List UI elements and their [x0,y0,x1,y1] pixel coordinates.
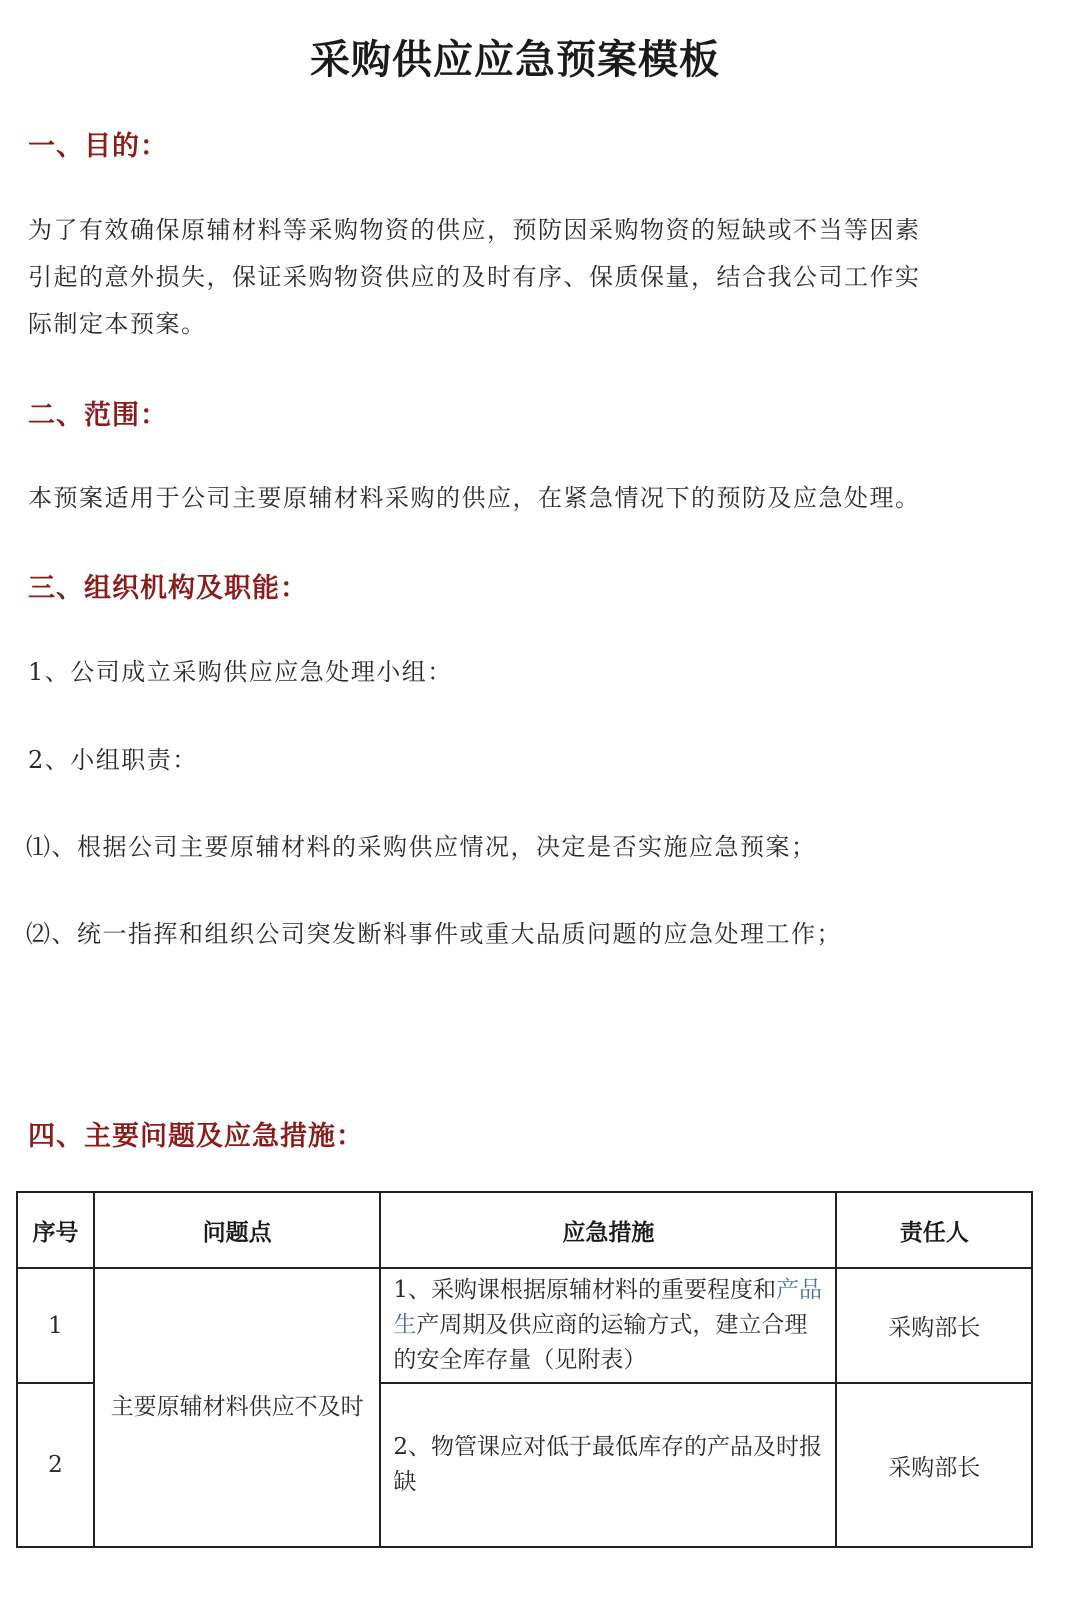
header-no: 序号 [17,1192,94,1268]
table-header-row [17,1192,1032,1268]
measures-table [16,1191,1033,1548]
row-2-owner: 采购部长 [836,1383,1032,1547]
row-1-owner: 采购部长 [836,1268,1032,1383]
table-row [17,1268,1032,1383]
section1-line-2: 引起的意外损失，保证采购物资供应的及时有序、保质保量，结合我公司工作实 [28,263,921,291]
section1-heading: 一、目的： [28,131,168,162]
row-2-measure: 2、物管课应对低于最低库存的产品及时报缺 [380,1383,836,1547]
section1-line-1: 为了有效确保原辅材料等采购物资的供应，预防因采购物资的短缺或不当等因素 [28,216,921,244]
row-1-no: 1 [17,1268,94,1383]
issue-cell: 主要原辅材料供应不及时 [94,1268,380,1547]
row-2-no: 2 [17,1383,94,1547]
section3-sub-1: ⑴、根据公司主要原辅材料的采购供应情况，决定是否实施应急预案； [26,833,817,861]
section4-heading: 四、主要问题及应急措施： [28,1121,364,1152]
section2-paragraph: 本预案适用于公司主要原辅材料采购的供应，在紧急情况下的预防及应急处理。 [28,484,921,512]
section3-item-1: 1、公司成立采购供应应急处理小组： [28,658,453,686]
section3-item-2: 2、小组职责： [28,746,198,774]
section2-heading: 二、范围： [28,400,168,431]
header-owner: 责任人 [836,1192,1032,1268]
document-title: 采购供应应急预案模板 [310,37,720,83]
row-1-measure-text-b: 产周期及供应商的运输方式，建立合理的安全库存量（见附表） [393,1312,808,1373]
row-1-measure [380,1268,836,1383]
section3-sub-2: ⑵、统一指挥和组织公司突发断料事件或重大品质问题的应急处理工作； [26,920,842,948]
row-1-measure-highlight: 产品生 [393,1277,822,1338]
section3-heading: 三、组织机构及职能： [28,573,308,604]
header-measure: 应急措施 [380,1192,836,1268]
section1-paragraph [28,207,988,348]
header-issue: 问题点 [94,1192,380,1268]
section1-line-3: 际制定本预案。 [28,310,207,338]
row-1-measure-text-a: 1、采购课根据原辅材料的重要程度和 [393,1277,776,1303]
